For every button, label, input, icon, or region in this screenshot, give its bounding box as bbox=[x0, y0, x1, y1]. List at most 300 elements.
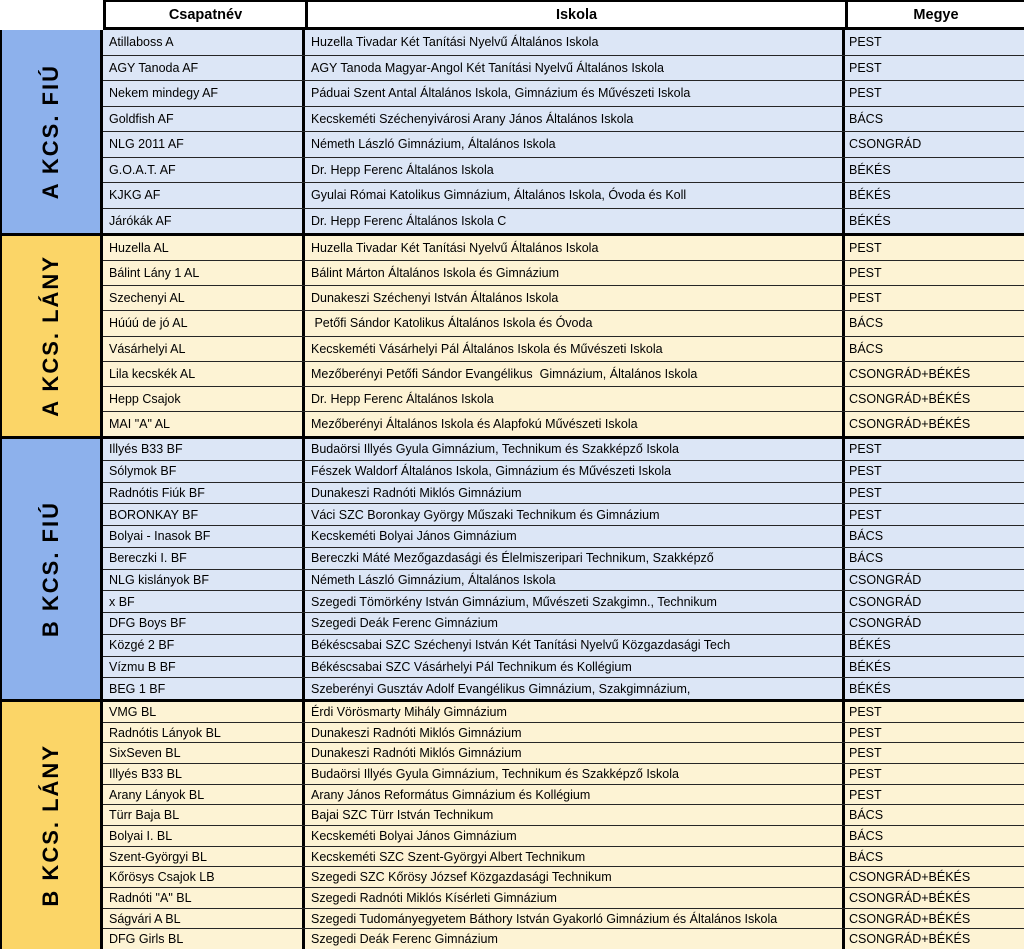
school-cell-text: Bereczki Máté Mezőgazdasági és Élelmiszeripari Technikum, Szakképző bbox=[311, 551, 714, 566]
county-cell bbox=[845, 209, 1024, 234]
county-cell-text: PEST bbox=[849, 787, 882, 802]
county-cell bbox=[845, 439, 1024, 460]
team-cell bbox=[103, 764, 305, 784]
county-cell-text: PEST bbox=[849, 291, 882, 306]
team-cell bbox=[103, 56, 305, 81]
table-row bbox=[103, 30, 1024, 56]
county-cell-text: CSONGRÁD+BÉKÉS bbox=[849, 870, 971, 885]
team-cell-text: Radnótis Fiúk BF bbox=[109, 485, 205, 500]
header-csapatnev-label: Csapatnév bbox=[168, 6, 243, 23]
school-cell-text: Mezőberényi Általános Iskola és Alapfokú Művészeti Iskola bbox=[311, 416, 638, 431]
section-rows bbox=[103, 439, 1024, 699]
table-row bbox=[103, 56, 1024, 82]
school-cell bbox=[305, 209, 845, 234]
section-a-kcs-fiu bbox=[0, 30, 1024, 233]
school-cell-text: Dunakeszi Radnóti Miklós Gimnázium bbox=[311, 746, 522, 761]
county-cell-text: PEST bbox=[849, 241, 882, 256]
team-cell-text: Lila kecskék AL bbox=[109, 366, 196, 381]
school-cell-text: Szeberényi Gusztáv Adolf Evangélikus Gimnázium, Szakgimnázium, bbox=[311, 681, 691, 696]
table-row bbox=[103, 847, 1024, 868]
school-cell-text: Kecskeméti SZC Szent-Györgyi Albert Technikum bbox=[311, 849, 586, 864]
team-cell-text: Radnótis Lányok BL bbox=[109, 725, 221, 740]
county-cell-text: CSONGRÁD+BÉKÉS bbox=[849, 890, 971, 905]
team-cell bbox=[103, 209, 305, 234]
school-cell bbox=[305, 439, 845, 460]
table-row bbox=[103, 805, 1024, 826]
school-cell bbox=[305, 867, 845, 887]
county-cell bbox=[845, 107, 1024, 132]
school-cell-text: Szegedi Tudományegyetem Báthory István Gyakorló Gimnázium és Általános Iskola bbox=[311, 911, 778, 926]
team-cell bbox=[103, 635, 305, 656]
header-megye-label: Megye bbox=[913, 6, 959, 23]
school-cell bbox=[305, 412, 845, 436]
school-cell-text: Szegedi Deák Ferenc Gimnázium bbox=[311, 616, 498, 631]
school-cell bbox=[305, 311, 845, 335]
team-cell bbox=[103, 261, 305, 285]
team-cell bbox=[103, 412, 305, 436]
county-cell-text: CSONGRÁD+BÉKÉS bbox=[849, 391, 971, 406]
table-row bbox=[103, 888, 1024, 909]
county-cell-text: BÁCS bbox=[849, 551, 884, 566]
team-cell-text: Ságvári A BL bbox=[109, 911, 181, 926]
county-cell-text: PEST bbox=[849, 766, 882, 781]
school-cell-text: Mezőberényi Petőfi Sándor Evangélikus Gimnázium, Általános Iskola bbox=[311, 366, 698, 381]
county-cell bbox=[845, 81, 1024, 106]
table-row bbox=[103, 929, 1024, 949]
team-cell-text: KJKG AF bbox=[109, 188, 161, 203]
school-cell bbox=[305, 362, 845, 386]
county-cell bbox=[845, 548, 1024, 569]
county-cell-text: PEST bbox=[849, 60, 882, 75]
table-row bbox=[103, 678, 1024, 699]
county-cell bbox=[845, 158, 1024, 183]
team-cell bbox=[103, 805, 305, 825]
school-cell-text: Kecskeméti Széchenyivárosi Arany János Általános Iskola bbox=[311, 111, 634, 126]
team-cell bbox=[103, 657, 305, 678]
county-cell bbox=[845, 461, 1024, 482]
table-row bbox=[103, 461, 1024, 483]
team-cell-text: Goldfish AF bbox=[109, 111, 174, 126]
school-cell bbox=[305, 570, 845, 591]
team-cell bbox=[103, 678, 305, 699]
school-cell bbox=[305, 286, 845, 310]
school-cell-text: Dr. Hepp Ferenc Általános Iskola C bbox=[311, 213, 507, 228]
school-cell-text: Budaörsi Illyés Gyula Gimnázium, Technikum és Szakképző Iskola bbox=[311, 442, 679, 457]
school-cell bbox=[305, 107, 845, 132]
group-label: B KCS. LÁNY bbox=[38, 744, 63, 907]
team-cell-text: VMG BL bbox=[109, 704, 157, 719]
school-cell bbox=[305, 30, 845, 55]
team-cell bbox=[103, 723, 305, 743]
team-cell-text: Vízmu B BF bbox=[109, 659, 176, 674]
school-cell bbox=[305, 743, 845, 763]
table-row bbox=[103, 785, 1024, 806]
school-cell bbox=[305, 805, 845, 825]
header-iskola bbox=[305, 0, 845, 30]
team-cell-text: Bereczki I. BF bbox=[109, 551, 187, 566]
table-row bbox=[103, 613, 1024, 635]
table-row bbox=[103, 743, 1024, 764]
county-cell-text: BÉKÉS bbox=[849, 162, 891, 177]
county-cell bbox=[845, 591, 1024, 612]
county-cell bbox=[845, 826, 1024, 846]
county-cell-text: PEST bbox=[849, 485, 882, 500]
table-row bbox=[103, 81, 1024, 107]
school-cell bbox=[305, 785, 845, 805]
team-cell bbox=[103, 30, 305, 55]
team-cell-text: Türr Baja BL bbox=[109, 808, 180, 823]
county-cell-text: CSONGRÁD bbox=[849, 594, 922, 609]
school-cell-text: Dr. Hepp Ferenc Általános Iskola bbox=[311, 162, 494, 177]
team-cell bbox=[103, 183, 305, 208]
team-cell-text: Bolyai I. BL bbox=[109, 828, 173, 843]
table-row bbox=[103, 867, 1024, 888]
county-cell-text: BÁCS bbox=[849, 529, 884, 544]
section-b-kcs-lany bbox=[0, 699, 1024, 949]
team-cell-text: Bolyai - Inasok BF bbox=[109, 529, 211, 544]
county-cell bbox=[845, 30, 1024, 55]
team-cell-text: DFG Girls BL bbox=[109, 932, 184, 947]
table-row bbox=[103, 439, 1024, 461]
county-cell bbox=[845, 183, 1024, 208]
county-cell bbox=[845, 847, 1024, 867]
school-cell-text: Huzella Tivadar Két Tanítási Nyelvű Általános Iskola bbox=[311, 35, 599, 50]
table-row bbox=[103, 548, 1024, 570]
team-cell bbox=[103, 613, 305, 634]
county-cell bbox=[845, 743, 1024, 763]
school-cell bbox=[305, 483, 845, 504]
table-row bbox=[103, 526, 1024, 548]
county-cell bbox=[845, 929, 1024, 949]
team-cell-text: Illyés B33 BF bbox=[109, 442, 183, 457]
table-row bbox=[103, 909, 1024, 930]
team-cell-text: Arany Lányok BL bbox=[109, 787, 205, 802]
county-cell-text: BÁCS bbox=[849, 828, 884, 843]
school-cell bbox=[305, 591, 845, 612]
school-cell bbox=[305, 826, 845, 846]
county-cell bbox=[845, 678, 1024, 699]
team-cell bbox=[103, 702, 305, 722]
school-cell bbox=[305, 888, 845, 908]
team-cell bbox=[103, 387, 305, 411]
county-cell bbox=[845, 311, 1024, 335]
county-cell bbox=[845, 635, 1024, 656]
county-cell bbox=[845, 888, 1024, 908]
team-cell-text: NLG kislányok BF bbox=[109, 572, 210, 587]
team-cell-text: x BF bbox=[109, 594, 135, 609]
school-cell-text: Szegedi Radnóti Miklós Kísérleti Gimnázium bbox=[311, 890, 557, 905]
team-cell bbox=[103, 132, 305, 157]
table-body bbox=[0, 30, 1024, 949]
team-cell-text: Huzella AL bbox=[109, 241, 169, 256]
county-cell bbox=[845, 286, 1024, 310]
county-cell-text: BÁCS bbox=[849, 808, 884, 823]
team-cell bbox=[103, 81, 305, 106]
county-cell-text: CSONGRÁD bbox=[849, 616, 922, 631]
corner-cell bbox=[0, 0, 103, 30]
section-b-kcs-fiu bbox=[0, 436, 1024, 699]
county-cell bbox=[845, 337, 1024, 361]
county-cell bbox=[845, 805, 1024, 825]
table-header-row bbox=[0, 0, 1024, 30]
school-cell-text: Érdi Vörösmarty Mihály Gimnázium bbox=[311, 704, 507, 719]
school-cell-text: Páduai Szent Antal Általános Iskola, Gimnázium és Művészeti Iskola bbox=[311, 86, 691, 101]
county-cell bbox=[845, 483, 1024, 504]
school-cell bbox=[305, 183, 845, 208]
school-cell-text: Dunakeszi Széchenyi István Általános Iskola bbox=[311, 291, 559, 306]
school-cell bbox=[305, 81, 845, 106]
school-cell bbox=[305, 132, 845, 157]
county-cell-text: BÉKÉS bbox=[849, 681, 891, 696]
group-cell-b-kcs-fiu bbox=[0, 439, 103, 699]
county-cell-text: PEST bbox=[849, 507, 882, 522]
county-cell-text: PEST bbox=[849, 86, 882, 101]
school-cell bbox=[305, 337, 845, 361]
county-cell-text: PEST bbox=[849, 464, 882, 479]
school-cell-text: Fészek Waldorf Általános Iskola, Gimnázium és Művészeti Iskola bbox=[311, 464, 672, 479]
county-cell-text: PEST bbox=[849, 35, 882, 50]
table-row bbox=[103, 657, 1024, 679]
county-cell-text: BÉKÉS bbox=[849, 188, 891, 203]
team-cell-text: MAI "A" AL bbox=[109, 416, 170, 431]
school-cell-text: Németh László Gimnázium, Általános Iskola bbox=[311, 572, 556, 587]
team-cell bbox=[103, 286, 305, 310]
table-row bbox=[103, 236, 1024, 261]
team-cell-text: Hepp Csajok bbox=[109, 391, 181, 406]
county-cell-text: BÁCS bbox=[849, 111, 884, 126]
team-cell bbox=[103, 158, 305, 183]
school-cell bbox=[305, 504, 845, 525]
school-cell-text: Bajai SZC Türr István Technikum bbox=[311, 808, 494, 823]
table-row bbox=[103, 591, 1024, 613]
school-cell-text: Németh László Gimnázium, Általános Iskola bbox=[311, 137, 556, 152]
team-cell bbox=[103, 909, 305, 929]
school-cell-text: Békéscsabai SZC Vásárhelyi Pál Technikum és Kollégium bbox=[311, 659, 632, 674]
county-cell bbox=[845, 702, 1024, 722]
table-row bbox=[103, 570, 1024, 592]
school-cell-text: Szegedi SZC Kőrösy József Közgazdasági Technikum bbox=[311, 870, 612, 885]
team-cell-text: Sólymok BF bbox=[109, 464, 177, 479]
team-cell-text: Vásárhelyi AL bbox=[109, 341, 186, 356]
team-cell bbox=[103, 867, 305, 887]
table-row bbox=[103, 107, 1024, 133]
school-cell bbox=[305, 548, 845, 569]
school-cell bbox=[305, 56, 845, 81]
school-cell-text: Dunakeszi Radnóti Miklós Gimnázium bbox=[311, 725, 522, 740]
school-cell-text: Huzella Tivadar Két Tanítási Nyelvű Általános Iskola bbox=[311, 241, 599, 256]
school-cell bbox=[305, 847, 845, 867]
team-cell-text: Atillaboss A bbox=[109, 35, 174, 50]
county-cell bbox=[845, 613, 1024, 634]
county-cell-text: BÉKÉS bbox=[849, 638, 891, 653]
group-label: B KCS. FIÚ bbox=[38, 500, 63, 638]
school-cell-text: Kecskeméti Vásárhelyi Pál Általános Iskola és Művészeti Iskola bbox=[311, 341, 663, 356]
group-label: A KCS. LÁNY bbox=[38, 255, 63, 417]
team-cell bbox=[103, 929, 305, 949]
county-cell bbox=[845, 362, 1024, 386]
school-cell bbox=[305, 613, 845, 634]
county-cell bbox=[845, 867, 1024, 887]
county-cell-text: CSONGRÁD+BÉKÉS bbox=[849, 416, 971, 431]
table-row bbox=[103, 158, 1024, 184]
table-row bbox=[103, 337, 1024, 362]
school-cell-text: Dunakeszi Radnóti Miklós Gimnázium bbox=[311, 485, 522, 500]
school-cell bbox=[305, 461, 845, 482]
team-cell bbox=[103, 591, 305, 612]
team-cell bbox=[103, 236, 305, 260]
team-cell-text: Közgé 2 BF bbox=[109, 638, 175, 653]
table-row bbox=[103, 286, 1024, 311]
table-row bbox=[103, 723, 1024, 744]
county-cell-text: CSONGRÁD bbox=[849, 137, 922, 152]
school-cell bbox=[305, 723, 845, 743]
school-cell-text: Váci SZC Boronkay György Műszaki Technikum és Gimnázium bbox=[311, 507, 660, 522]
team-cell bbox=[103, 743, 305, 763]
county-cell-text: PEST bbox=[849, 442, 882, 457]
table-row bbox=[103, 412, 1024, 436]
school-cell-text: Budaörsi Illyés Gyula Gimnázium, Technikum és Szakképző Iskola bbox=[311, 766, 679, 781]
county-cell-text: CSONGRÁD+BÉKÉS bbox=[849, 366, 971, 381]
county-cell-text: PEST bbox=[849, 704, 882, 719]
school-cell-text: Gyulai Római Katolikus Gimnázium, Általános Iskola, Óvoda és Koll bbox=[311, 188, 687, 203]
team-cell-text: Bálint Lány 1 AL bbox=[109, 266, 200, 281]
county-cell bbox=[845, 504, 1024, 525]
section-rows bbox=[103, 236, 1024, 436]
county-cell bbox=[845, 570, 1024, 591]
team-cell-text: Nekem mindegy AF bbox=[109, 86, 219, 101]
team-cell bbox=[103, 504, 305, 525]
table-row bbox=[103, 183, 1024, 209]
team-cell-text: Kőrösys Csajok LB bbox=[109, 870, 215, 885]
table-row bbox=[103, 826, 1024, 847]
county-cell-text: CSONGRÁD+BÉKÉS bbox=[849, 911, 971, 926]
team-cell bbox=[103, 847, 305, 867]
county-cell bbox=[845, 387, 1024, 411]
header-iskola-label: Iskola bbox=[555, 6, 598, 23]
school-cell bbox=[305, 158, 845, 183]
team-cell bbox=[103, 548, 305, 569]
table-row bbox=[103, 132, 1024, 158]
team-cell bbox=[103, 461, 305, 482]
team-cell bbox=[103, 785, 305, 805]
team-cell-text: Szechenyi AL bbox=[109, 291, 185, 306]
county-cell bbox=[845, 132, 1024, 157]
table-row bbox=[103, 702, 1024, 723]
section-rows bbox=[103, 702, 1024, 949]
county-cell bbox=[845, 657, 1024, 678]
county-cell bbox=[845, 412, 1024, 436]
school-cell-text: Kecskeméti Bolyai János Gimnázium bbox=[311, 529, 517, 544]
county-cell-text: CSONGRÁD+BÉKÉS bbox=[849, 932, 971, 947]
county-cell bbox=[845, 723, 1024, 743]
school-cell bbox=[305, 657, 845, 678]
county-cell-text: BÁCS bbox=[849, 341, 884, 356]
team-cell bbox=[103, 362, 305, 386]
school-cell-text: Arany János Református Gimnázium és Kollégium bbox=[311, 787, 591, 802]
group-cell-a-kcs-fiu bbox=[0, 30, 103, 233]
table-row bbox=[103, 387, 1024, 412]
school-cell-text: Kecskeméti Bolyai János Gimnázium bbox=[311, 828, 517, 843]
county-cell-text: BÉKÉS bbox=[849, 213, 891, 228]
school-cell-text: Petőfi Sándor Katolikus Általános Iskola és Óvoda bbox=[311, 316, 593, 331]
table-row bbox=[103, 261, 1024, 286]
team-cell-text: SixSeven BL bbox=[109, 746, 181, 761]
group-cell-a-kcs-lany bbox=[0, 236, 103, 436]
team-cell-text: Szent-Györgyi BL bbox=[109, 849, 207, 864]
school-cell bbox=[305, 261, 845, 285]
county-cell bbox=[845, 785, 1024, 805]
team-cell bbox=[103, 439, 305, 460]
team-cell-text: Illyés B33 BL bbox=[109, 766, 182, 781]
section-a-kcs-lany bbox=[0, 233, 1024, 436]
school-cell bbox=[305, 387, 845, 411]
county-cell-text: BÁCS bbox=[849, 316, 884, 331]
team-cell-text: DFG Boys BF bbox=[109, 616, 187, 631]
school-cell bbox=[305, 764, 845, 784]
group-label: A KCS. FIÚ bbox=[38, 63, 63, 200]
school-cell-text: Szegedi Deák Ferenc Gimnázium bbox=[311, 932, 498, 947]
team-cell bbox=[103, 888, 305, 908]
team-cell bbox=[103, 570, 305, 591]
county-cell-text: PEST bbox=[849, 746, 882, 761]
team-cell-text: Járókák AF bbox=[109, 213, 172, 228]
school-cell bbox=[305, 236, 845, 260]
team-cell bbox=[103, 337, 305, 361]
school-cell bbox=[305, 702, 845, 722]
team-cell bbox=[103, 311, 305, 335]
group-cell-b-kcs-lany bbox=[0, 702, 103, 949]
school-cell-text: Dr. Hepp Ferenc Általános Iskola bbox=[311, 391, 494, 406]
school-cell-text: Bálint Márton Általános Iskola és Gimnázium bbox=[311, 266, 560, 281]
team-cell-text: BEG 1 BF bbox=[109, 681, 166, 696]
team-cell bbox=[103, 826, 305, 846]
section-rows bbox=[103, 30, 1024, 233]
county-cell-text: BÁCS bbox=[849, 849, 884, 864]
school-cell bbox=[305, 635, 845, 656]
county-cell-text: PEST bbox=[849, 266, 882, 281]
county-cell-text: PEST bbox=[849, 725, 882, 740]
header-csapatnev bbox=[103, 0, 305, 30]
table-row bbox=[103, 311, 1024, 336]
county-cell bbox=[845, 909, 1024, 929]
school-cell bbox=[305, 526, 845, 547]
team-cell bbox=[103, 107, 305, 132]
table-row bbox=[103, 504, 1024, 526]
team-cell-text: Radnóti "A" BL bbox=[109, 890, 192, 905]
table-row bbox=[103, 764, 1024, 785]
table-row bbox=[103, 635, 1024, 657]
county-cell bbox=[845, 236, 1024, 260]
team-cell-text: BORONKAY BF bbox=[109, 507, 199, 522]
school-cell-text: Szegedi Tömörkény István Gimnázium, Művészeti Szakgimn., Technikum bbox=[311, 594, 717, 609]
team-cell-text: AGY Tanoda AF bbox=[109, 60, 199, 75]
team-cell-text: NLG 2011 AF bbox=[109, 137, 184, 152]
team-cell bbox=[103, 483, 305, 504]
county-cell bbox=[845, 56, 1024, 81]
county-cell bbox=[845, 261, 1024, 285]
county-cell-text: BÉKÉS bbox=[849, 659, 891, 674]
team-cell-text: Húúú de jó AL bbox=[109, 316, 188, 331]
county-cell-text: CSONGRÁD bbox=[849, 572, 922, 587]
county-cell bbox=[845, 526, 1024, 547]
table-row bbox=[103, 362, 1024, 387]
school-cell-text: Békéscsabai SZC Széchenyi István Két Tanítási Nyelvű Közgazdasági Tech bbox=[311, 638, 731, 653]
table-row bbox=[103, 483, 1024, 505]
school-cell bbox=[305, 678, 845, 699]
table-row bbox=[103, 209, 1024, 234]
team-cell bbox=[103, 526, 305, 547]
school-cell bbox=[305, 929, 845, 949]
